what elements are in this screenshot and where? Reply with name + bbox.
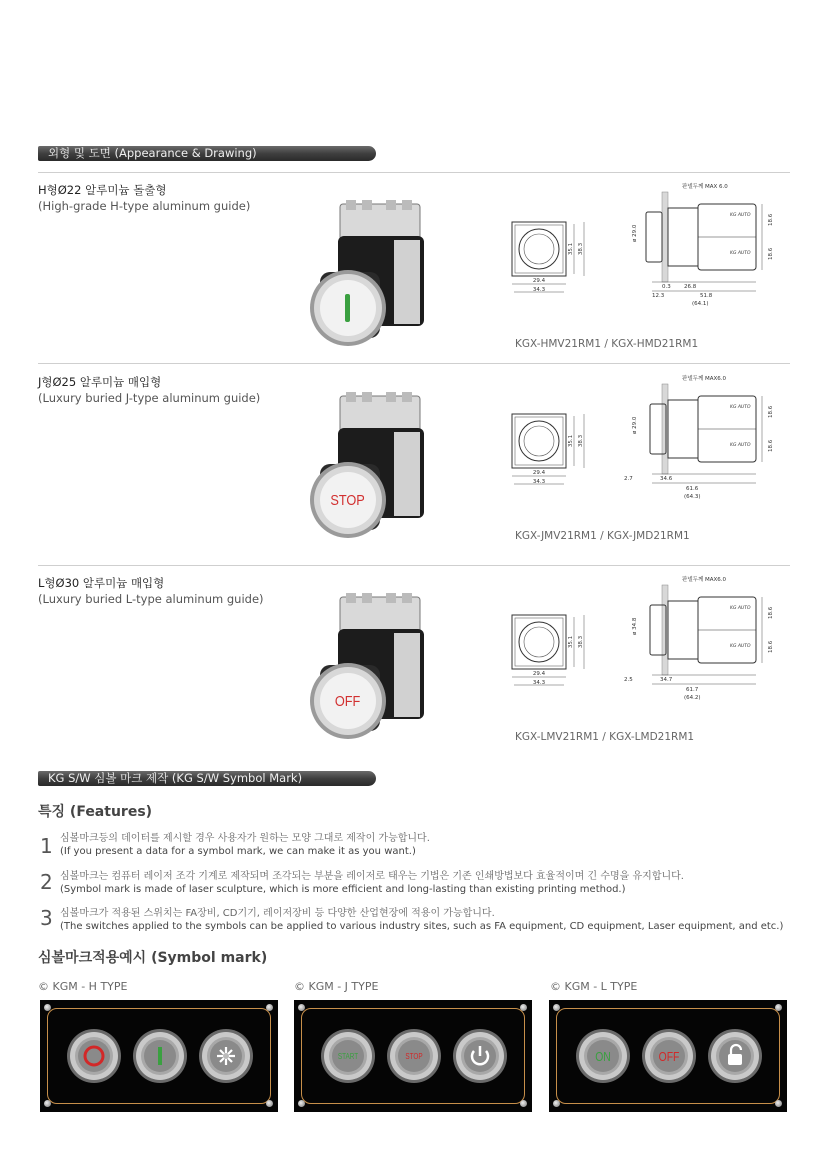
type-label-l: © KGM - L TYPE <box>550 980 638 993</box>
symbol-panel-l <box>549 1000 787 1112</box>
svg-text:35.1: 35.1 <box>568 635 574 649</box>
svg-text:2.5: 2.5 <box>624 677 633 683</box>
feature-en: (Symbol mark is made of laser sculpture, which is more efficient and long-lasting than existing printing method.) <box>60 884 626 895</box>
svg-text:KG AUTO: KG AUTO <box>730 443 751 448</box>
svg-text:29.4: 29.4 <box>532 278 546 284</box>
svg-text:2.7: 2.7 <box>624 476 633 482</box>
product-photo <box>300 593 440 757</box>
symbol-button <box>321 1029 375 1083</box>
svg-text:18.6: 18.6 <box>768 439 774 452</box>
svg-text:STOP: STOP <box>405 1051 423 1062</box>
svg-text:18.6: 18.6 <box>768 640 774 653</box>
features-heading: 특징 (Features) <box>38 804 153 820</box>
symbol-button <box>708 1029 762 1083</box>
svg-text:ø 29.0: ø 29.0 <box>632 416 638 434</box>
svg-text:18.6: 18.6 <box>768 247 774 260</box>
symbol-panel-h <box>40 1000 278 1112</box>
feature-number: 1 <box>40 834 53 858</box>
symbol-panel-j <box>294 1000 532 1112</box>
product-title-en: (High-grade H-type aluminum guide) <box>38 199 251 213</box>
feature-en: (The switches applied to the symbols can be applied to various industry sites, such as FA equipment, CD equipment, Laser equipment, and etc.) <box>60 921 784 932</box>
svg-text:판넬두께 MAX 6.0: 판넬두께 MAX 6.0 <box>682 184 728 190</box>
product-title-ko: L형Ø30 알루미늄 매입형 <box>38 576 165 590</box>
feature-en: (If you present a data for a symbol mark, we can make it as you want.) <box>60 846 416 857</box>
svg-text:(64.2): (64.2) <box>684 695 701 701</box>
feature-text <box>60 870 684 896</box>
feature-number: 3 <box>40 906 53 930</box>
product-photo <box>300 392 440 556</box>
svg-text:51.8: 51.8 <box>700 293 713 299</box>
section-bar-symbol <box>38 771 376 786</box>
svg-text:(64.1): (64.1) <box>692 301 709 307</box>
feature-text <box>60 907 783 933</box>
svg-text:26.8: 26.8 <box>684 284 697 290</box>
svg-text:18.6: 18.6 <box>768 405 774 418</box>
type-label-j: © KGM - J TYPE <box>294 980 379 993</box>
product-title-ko: J형Ø25 알루미늄 매입형 <box>38 375 162 389</box>
product-title-ko: H형Ø22 알루미늄 돌출형 <box>38 183 167 197</box>
model-numbers: KGX-HMV21RM1 / KGX-HMD21RM1 <box>515 338 699 350</box>
product-title-en: (Luxury buried J-type aluminum guide) <box>38 391 261 405</box>
front-drawing <box>500 605 610 719</box>
svg-text:0.3: 0.3 <box>662 284 671 290</box>
front-drawing <box>500 404 610 518</box>
svg-text:34.3: 34.3 <box>532 680 546 686</box>
svg-text:35.1: 35.1 <box>568 434 574 448</box>
svg-text:KG AUTO: KG AUTO <box>730 644 751 649</box>
svg-text:ø 29.0: ø 29.0 <box>632 224 638 242</box>
svg-text:ø 34.8: ø 34.8 <box>632 617 638 635</box>
svg-text:18.6: 18.6 <box>768 213 774 226</box>
svg-text:(64.3): (64.3) <box>684 494 701 500</box>
product-photo <box>300 200 440 364</box>
svg-text:KG AUTO: KG AUTO <box>730 213 751 218</box>
svg-text:38.3: 38.3 <box>578 434 584 448</box>
svg-text:34.3: 34.3 <box>532 287 546 293</box>
divider <box>38 172 790 173</box>
svg-text:61.7: 61.7 <box>686 687 699 693</box>
svg-text:38.3: 38.3 <box>578 635 584 649</box>
front-drawing <box>500 212 610 326</box>
svg-text:ON: ON <box>595 1049 611 1065</box>
svg-text:KG AUTO: KG AUTO <box>730 405 751 410</box>
svg-text:판넬두께 MAX6.0: 판넬두께 MAX6.0 <box>682 577 727 583</box>
svg-text:61.6: 61.6 <box>686 486 699 492</box>
face-symbol: STOP <box>330 491 365 509</box>
face-symbol <box>345 294 350 322</box>
svg-text:34.6: 34.6 <box>660 476 673 482</box>
side-drawing <box>622 374 792 513</box>
symbol-button <box>453 1029 507 1083</box>
svg-text:KG AUTO: KG AUTO <box>730 606 751 611</box>
section-bar-appearance <box>38 146 376 161</box>
symbol-button <box>387 1029 441 1083</box>
model-numbers: KGX-LMV21RM1 / KGX-LMD21RM1 <box>515 731 695 743</box>
symbol-button <box>199 1029 253 1083</box>
symbol-button <box>133 1029 187 1083</box>
feature-text <box>60 832 430 858</box>
svg-text:35.1: 35.1 <box>568 242 574 256</box>
symbol-button <box>576 1029 630 1083</box>
svg-text:START: START <box>337 1051 359 1062</box>
svg-text:OFF: OFF <box>658 1049 680 1065</box>
divider <box>38 565 790 566</box>
section-title: KG S/W 심볼 마크 제작 (KG S/W Symbol Mark) <box>48 771 303 785</box>
svg-text:18.6: 18.6 <box>768 606 774 619</box>
symbol-button <box>642 1029 696 1083</box>
svg-text:34.7: 34.7 <box>660 677 673 683</box>
svg-text:12.3: 12.3 <box>652 293 665 299</box>
svg-text:판넬두께 MAX6.0: 판넬두께 MAX6.0 <box>682 376 727 382</box>
feature-ko: 심볼마크가 적용된 스위치는 FA장비, CD기기, 레이저장비 등 다양한 산업현장에 적용이 가능합니다. <box>60 908 495 919</box>
feature-ko: 심볼마크등의 데이터를 제시할 경우 사용자가 원하는 모양 그대로 제작이 가능합니다. <box>60 833 430 844</box>
type-label-h: © KGM - H TYPE <box>38 980 128 993</box>
svg-text:29.4: 29.4 <box>532 470 546 476</box>
svg-text:KG AUTO: KG AUTO <box>730 251 751 256</box>
side-drawing <box>622 575 792 714</box>
svg-text:34.3: 34.3 <box>532 479 546 485</box>
symbol-button <box>67 1029 121 1083</box>
divider <box>38 363 790 364</box>
svg-text:29.4: 29.4 <box>532 671 546 677</box>
svg-text:38.3: 38.3 <box>578 242 584 256</box>
product-title-en: (Luxury buried L-type aluminum guide) <box>38 592 264 606</box>
feature-number: 2 <box>40 870 53 894</box>
symbol-heading: 심볼마크적용예시 (Symbol mark) <box>38 950 268 966</box>
face-symbol: OFF <box>334 692 361 710</box>
model-numbers: KGX-JMV21RM1 / KGX-JMD21RM1 <box>515 530 690 542</box>
side-drawing <box>622 182 792 321</box>
section-title: 외형 및 도면 (Appearance & Drawing) <box>48 146 257 160</box>
feature-ko: 심볼마크는 컴퓨터 레이저 조각 기계로 제작되며 조각되는 부분을 레이저로 태우는 기법은 기존 인쇄방법보다 효율적이며 긴 수명을 유지합니다. <box>60 871 684 882</box>
